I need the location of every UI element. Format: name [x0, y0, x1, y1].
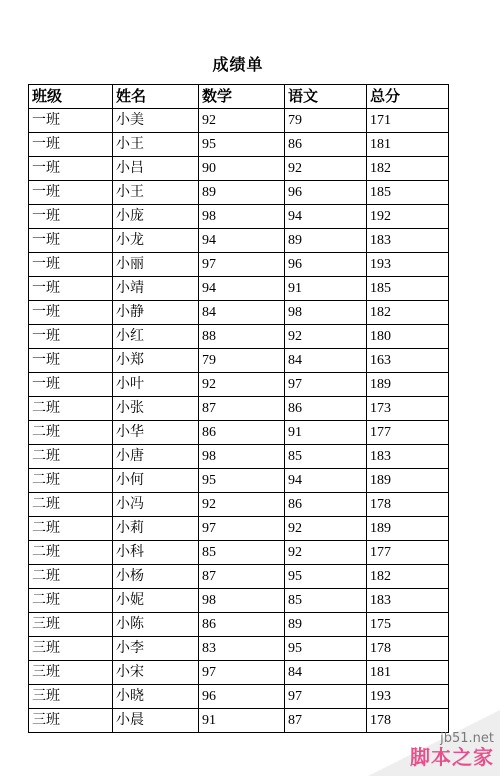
cell-chinese: 97 [285, 373, 367, 397]
table-row [29, 589, 449, 613]
cell-math: 86 [199, 613, 285, 637]
table-row [29, 373, 449, 397]
cell-name: 小丽 [113, 253, 199, 277]
cell-class: 二班 [29, 397, 113, 421]
table-row [29, 565, 449, 589]
table-row [29, 133, 449, 157]
cell-total: 181 [367, 133, 449, 157]
cell-math: 98 [199, 589, 285, 613]
cell-class: 二班 [29, 517, 113, 541]
table-row [29, 181, 449, 205]
cell-chinese: 85 [285, 445, 367, 469]
cell-class: 一班 [29, 301, 113, 325]
cell-total: 175 [367, 613, 449, 637]
cell-chinese: 95 [285, 565, 367, 589]
table-header [29, 85, 449, 109]
cell-chinese: 91 [285, 277, 367, 301]
table-row [29, 421, 449, 445]
table-row [29, 277, 449, 301]
cell-total: 189 [367, 469, 449, 493]
watermark-url: jb51.net [440, 731, 494, 746]
cell-total: 180 [367, 325, 449, 349]
cell-total: 177 [367, 421, 449, 445]
cell-class: 三班 [29, 709, 113, 733]
cell-name: 小龙 [113, 229, 199, 253]
cell-chinese: 94 [285, 205, 367, 229]
table-row [29, 229, 449, 253]
cell-chinese: 96 [285, 253, 367, 277]
header-math: 数学 [199, 85, 285, 109]
cell-name: 小叶 [113, 373, 199, 397]
cell-math: 92 [199, 493, 285, 517]
cell-math: 97 [199, 661, 285, 685]
table-body [29, 109, 449, 733]
cell-chinese: 89 [285, 613, 367, 637]
cell-name: 小唐 [113, 445, 199, 469]
cell-class: 三班 [29, 685, 113, 709]
cell-name: 小科 [113, 541, 199, 565]
cell-chinese: 92 [285, 157, 367, 181]
cell-chinese: 86 [285, 397, 367, 421]
cell-chinese: 97 [285, 685, 367, 709]
cell-total: 173 [367, 397, 449, 421]
cell-total: 189 [367, 373, 449, 397]
cell-math: 97 [199, 517, 285, 541]
table-row [29, 517, 449, 541]
cell-math: 92 [199, 373, 285, 397]
cell-class: 二班 [29, 493, 113, 517]
header-row [29, 85, 449, 109]
document-title: 成绩单 [212, 55, 264, 74]
cell-name: 小陈 [113, 613, 199, 637]
cell-class: 一班 [29, 277, 113, 301]
cell-total: 183 [367, 445, 449, 469]
cell-class: 二班 [29, 589, 113, 613]
cell-chinese: 86 [285, 133, 367, 157]
cell-class: 一班 [29, 109, 113, 133]
cell-name: 小何 [113, 469, 199, 493]
cell-class: 一班 [29, 157, 113, 181]
cell-total: 182 [367, 565, 449, 589]
table-row [29, 253, 449, 277]
table-row [29, 445, 449, 469]
cell-name: 小妮 [113, 589, 199, 613]
table-row [29, 325, 449, 349]
cell-name: 小美 [113, 109, 199, 133]
cell-total: 181 [367, 661, 449, 685]
cell-total: 178 [367, 493, 449, 517]
cell-class: 三班 [29, 661, 113, 685]
cell-name: 小华 [113, 421, 199, 445]
cell-chinese: 96 [285, 181, 367, 205]
cell-math: 83 [199, 637, 285, 661]
cell-name: 小静 [113, 301, 199, 325]
cell-math: 95 [199, 133, 285, 157]
site-watermark [368, 710, 500, 776]
cell-math: 91 [199, 709, 285, 733]
header-total: 总分 [367, 85, 449, 109]
cell-total: 183 [367, 229, 449, 253]
cell-chinese: 85 [285, 589, 367, 613]
cell-math: 87 [199, 565, 285, 589]
table-row [29, 397, 449, 421]
cell-class: 一班 [29, 205, 113, 229]
cell-class: 三班 [29, 613, 113, 637]
cell-math: 84 [199, 301, 285, 325]
cell-total: 192 [367, 205, 449, 229]
cell-math: 87 [199, 397, 285, 421]
cell-math: 95 [199, 469, 285, 493]
cell-total: 178 [367, 709, 449, 733]
cell-math: 85 [199, 541, 285, 565]
table-row [29, 637, 449, 661]
cell-class: 二班 [29, 565, 113, 589]
cell-math: 96 [199, 685, 285, 709]
cell-name: 小王 [113, 181, 199, 205]
cell-total: 193 [367, 685, 449, 709]
cell-total: 163 [367, 349, 449, 373]
cell-class: 二班 [29, 469, 113, 493]
table-row [29, 541, 449, 565]
cell-total: 171 [367, 109, 449, 133]
cell-name: 小王 [113, 133, 199, 157]
cell-total: 177 [367, 541, 449, 565]
cell-name: 小莉 [113, 517, 199, 541]
table-row [29, 205, 449, 229]
table-row [29, 349, 449, 373]
cell-class: 二班 [29, 421, 113, 445]
cell-total: 193 [367, 253, 449, 277]
cell-total: 185 [367, 181, 449, 205]
cell-name: 小晨 [113, 709, 199, 733]
cell-chinese: 84 [285, 661, 367, 685]
header-class: 班级 [29, 85, 113, 109]
cell-class: 一班 [29, 253, 113, 277]
cell-name: 小郑 [113, 349, 199, 373]
cell-math: 88 [199, 325, 285, 349]
table-row [29, 109, 449, 133]
cell-name: 小吕 [113, 157, 199, 181]
table-row [29, 157, 449, 181]
cell-chinese: 89 [285, 229, 367, 253]
cell-total: 189 [367, 517, 449, 541]
cell-total: 185 [367, 277, 449, 301]
table-row [29, 469, 449, 493]
cell-name: 小晓 [113, 685, 199, 709]
cell-total: 183 [367, 589, 449, 613]
cell-class: 二班 [29, 541, 113, 565]
cell-chinese: 95 [285, 637, 367, 661]
cell-name: 小靖 [113, 277, 199, 301]
cell-math: 79 [199, 349, 285, 373]
header-chinese: 语文 [285, 85, 367, 109]
cell-math: 98 [199, 445, 285, 469]
cell-chinese: 86 [285, 493, 367, 517]
cell-chinese: 92 [285, 541, 367, 565]
table-row [29, 613, 449, 637]
cell-chinese: 87 [285, 709, 367, 733]
cell-chinese: 94 [285, 469, 367, 493]
cell-class: 一班 [29, 373, 113, 397]
cell-class: 一班 [29, 349, 113, 373]
cell-chinese: 79 [285, 109, 367, 133]
cell-name: 小红 [113, 325, 199, 349]
cell-math: 97 [199, 253, 285, 277]
cell-name: 小李 [113, 637, 199, 661]
cell-name: 小庞 [113, 205, 199, 229]
cell-math: 89 [199, 181, 285, 205]
grades-table [28, 84, 449, 733]
cell-total: 182 [367, 301, 449, 325]
cell-math: 94 [199, 229, 285, 253]
cell-name: 小冯 [113, 493, 199, 517]
cell-class: 三班 [29, 637, 113, 661]
cell-class: 一班 [29, 325, 113, 349]
cell-total: 178 [367, 637, 449, 661]
cell-class: 一班 [29, 133, 113, 157]
cell-chinese: 92 [285, 325, 367, 349]
cell-math: 98 [199, 205, 285, 229]
cell-name: 小杨 [113, 565, 199, 589]
table-row [29, 685, 449, 709]
table-row [29, 493, 449, 517]
cell-class: 一班 [29, 229, 113, 253]
cell-math: 90 [199, 157, 285, 181]
table-row [29, 661, 449, 685]
cell-math: 86 [199, 421, 285, 445]
cell-chinese: 98 [285, 301, 367, 325]
cell-chinese: 92 [285, 517, 367, 541]
cell-chinese: 84 [285, 349, 367, 373]
cell-math: 92 [199, 109, 285, 133]
header-name: 姓名 [113, 85, 199, 109]
cell-class: 二班 [29, 445, 113, 469]
cell-class: 一班 [29, 181, 113, 205]
cell-total: 182 [367, 157, 449, 181]
cell-math: 94 [199, 277, 285, 301]
watermark-logo-text: 脚本之家 [410, 745, 494, 769]
cell-name: 小张 [113, 397, 199, 421]
cell-name: 小宋 [113, 661, 199, 685]
table-row [29, 301, 449, 325]
cell-chinese: 91 [285, 421, 367, 445]
